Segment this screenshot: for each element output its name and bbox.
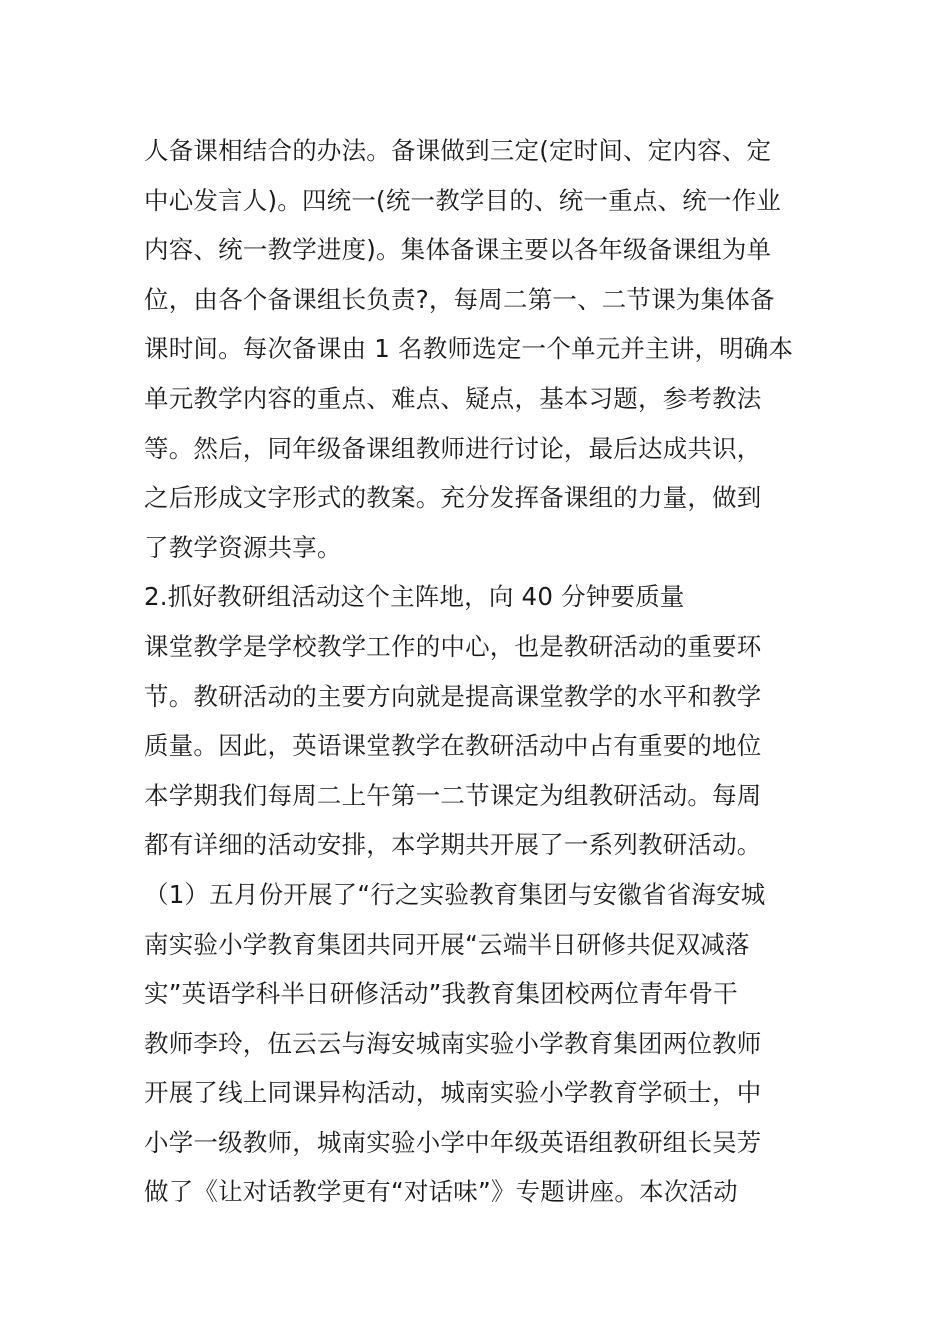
text-line: 内容、统一教学进度)。集体备课主要以各年级备课组为单	[144, 235, 772, 265]
text-line: 都有详细的活动安排，本学期共开展了一系列教研活动。	[144, 830, 762, 860]
text-line: 节。教研活动的主要方向就是提高课堂教学的水平和教学	[144, 681, 762, 711]
text-line: 了教学资源共享。	[144, 532, 342, 562]
text-line: 课堂教学是学校教学工作的中心，也是教研活动的重要环	[144, 631, 762, 661]
text-line: 质量。因此，英语课堂教学在教研活动中占有重要的地位	[144, 731, 762, 761]
text-line: 等。然后，同年级备课组教师进行讨论，最后达成共识，	[144, 433, 762, 463]
body-text	[144, 126, 814, 1217]
text-line: 中心发言人)。四统一(统一教学目的、统一重点、统一作业	[144, 185, 782, 215]
text-line: （1）五月份开展了“行之实验教育集团与安徽省省海安城	[144, 879, 766, 909]
text-line: 做了《让对话教学更有“对话味”》专题讲座。本次活动	[144, 1177, 738, 1207]
text-line: 开展了线上同课异构活动，城南实验小学教育学硕士，中	[144, 1078, 762, 1108]
text-line: 小学一级教师，城南实验小学中年级英语组教研组长吴芳	[144, 1127, 762, 1157]
text-line: 实”英语学科半日研修活动”我教育集团校两位青年骨干	[144, 979, 738, 1009]
text-line: 单元教学内容的重点、难点、疑点，基本习题，参考教法	[144, 383, 762, 413]
text-line: 南实验小学教育集团共同开展“云端半日研修共促双减落	[144, 929, 750, 959]
text-line: 位，由各个备课组长负责?，每周二第一、二节课为集体备	[144, 284, 775, 314]
text-line: 教师李玲，伍云云与海安城南实验小学教育集团两位教师	[144, 1028, 762, 1058]
text-line: 课时间。每次备课由 1 名教师选定一个单元并主讲，明确本	[144, 334, 794, 364]
text-line: 之后形成文字形式的教案。充分发挥备课组的力量，做到	[144, 483, 762, 513]
section-heading: 2.抓好教研组活动这个主阵地，向 40 分钟要质量	[144, 582, 685, 612]
text-line: 本学期我们每周二上午第一二节课定为组教研活动。每周	[144, 780, 762, 810]
text-line: 人备课相结合的办法。备课做到三定(定时间、定内容、定	[144, 136, 772, 165]
